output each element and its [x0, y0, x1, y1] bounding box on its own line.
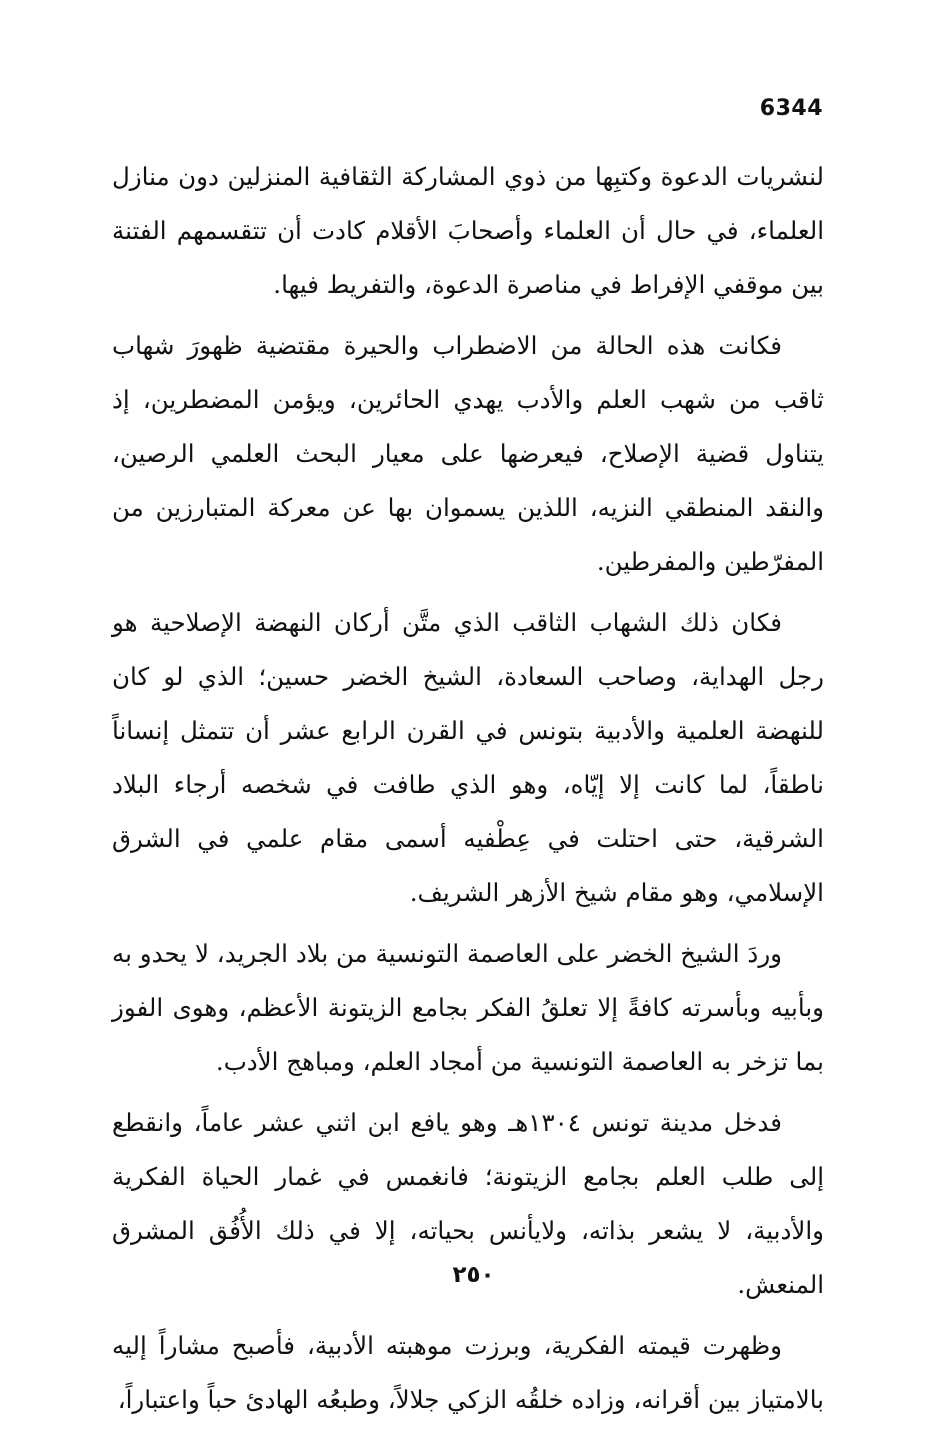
- paragraph-5: فدخل مدينة تونس ١٣٠٤هـ وهو يافع ابن اثني عشر عاماً، وانقطع إلى طلب العلم بجامع الزيتونة؛ فانغمس في غمار الحياة الفكرية والأدبية، لا يشعر بذاته، ولايأنس بحياته، إلا في ذلك الأُفُق المشرق المنعش.: [112, 1108, 824, 1299]
- page-number: ٢٥٠: [452, 1262, 495, 1288]
- paragraph-6: وظهرت قيمته الفكرية، وبرزت موهبته الأدبية، فأصبح مشاراً إليه بالامتياز بين أقرانه، وزاده خلقُه الزكي جلالاً، وطبعُه الهادئ حباً واعتباراً،: [112, 1331, 824, 1414]
- paragraph-3: فكان ذلك الشهاب الثاقب الذي متَّن أركان النهضة الإصلاحية هو رجل الهداية، وصاحب السعادة، الشيخ الخضر حسين؛ الذي لو كان للنهضة العلمية والأدبية بتونس في القرن الرابع عشر أن تتمثل إنساناً ناطقاً، لما كانت إلا إيّاه، وهو الذي طافت في شخصه أرجاء البلاد الشرقية، حتى احتلت في عِطْفيه أسمى مقام علمي في الشرق الإسلامي، وهو مقام شيخ الأزهر الشريف.: [112, 608, 824, 907]
- paragraph-1: لنشريات الدعوة وكتبِها من ذوي المشاركة الثقافية المنزلين دون منازل العلماء، في حال أن العلماء وأصحابَ الأقلام كادت أن تتقسمهم الفتنة بين موقفي الإفراط في مناصرة الدعوة، والتفريط فيها.: [112, 162, 824, 299]
- paragraph-4: وردَ الشيخ الخضر على العاصمة التونسية من بلاد الجريد، لا يحدو به وبأبيه وبأسرته كافةً إلا تعلقُ الفكر بجامع الزيتونة الأعظم، وهوى الفوز بما تزخر به العاصمة التونسية من أمجاد العلم، ومباهج الأدب.: [112, 939, 824, 1076]
- body-text: [112, 150, 824, 1434]
- paragraph-2: فكانت هذه الحالة من الاضطراب والحيرة مقتضية ظهورَ شهاب ثاقب من شهب العلم والأدب يهدي الحائرين، ويؤمن المضطرين، إذ يتناول قضية الإصلاح، فيعرضها على معيار البحث العلمي الرصين، والنقد المنطقي النزيه، اللذين يسموان بها عن معركة المتبارزين من المفرّطين والمفرطين.: [112, 331, 824, 576]
- page-id: 6344: [759, 96, 823, 121]
